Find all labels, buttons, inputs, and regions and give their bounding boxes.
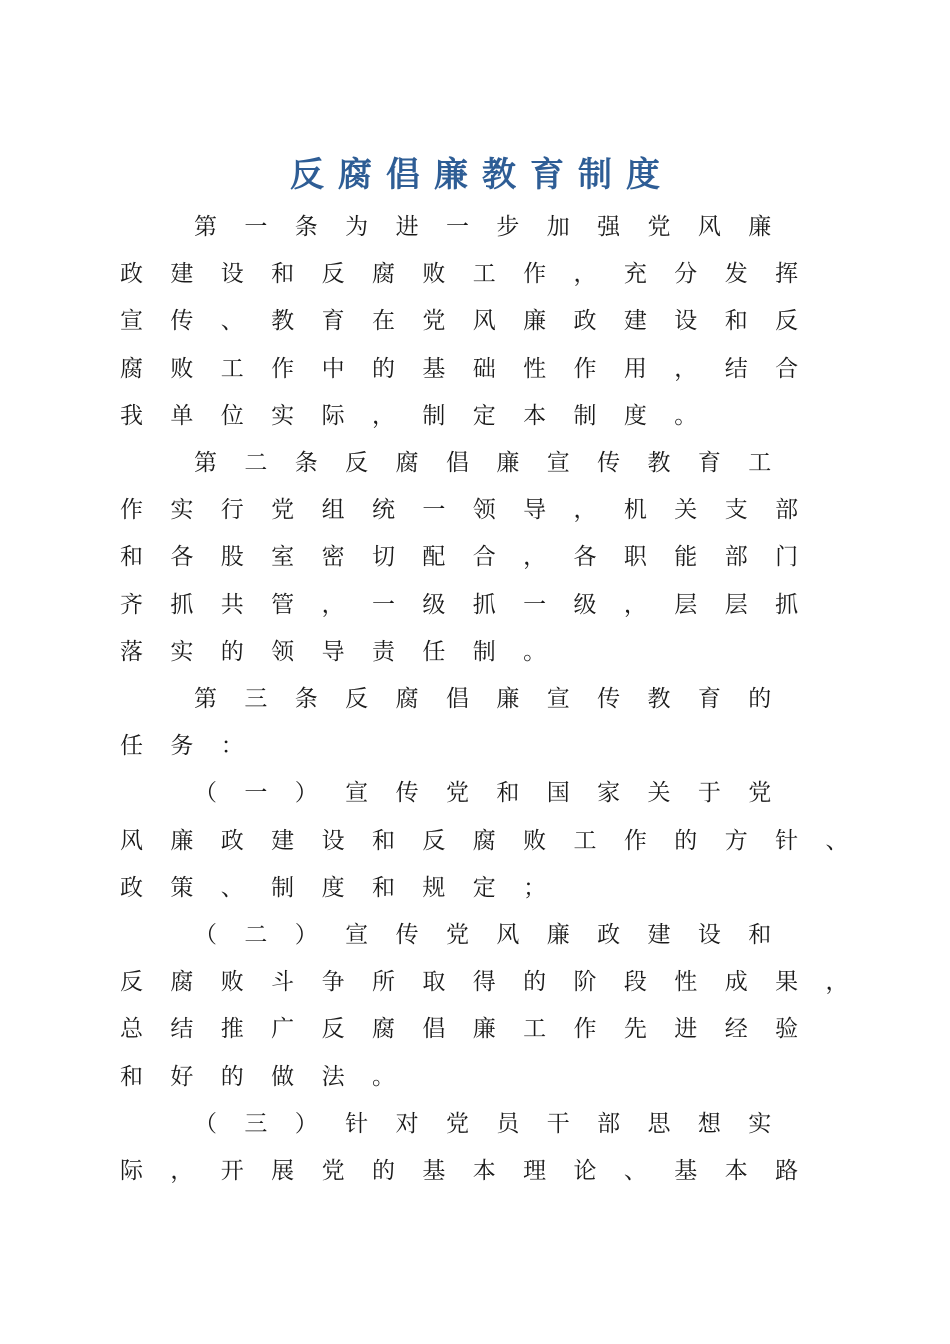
text-line: 政 建 设 和 反 腐 败 工 作 ， 充 分 发 挥 <box>120 261 799 288</box>
text-line: 风 廉 政 建 设 和 反 腐 败 工 作 的 方 针 、 <box>120 827 849 854</box>
text-line: 齐 抓 共 管 ， 一 级 抓 一 级 ， 层 层 抓 <box>120 591 799 618</box>
text-line: 际 ， 开 展 党 的 基 本 理 论 、 基 本 路 <box>120 1158 799 1184</box>
text-line: 反 腐 败 斗 争 所 取 得 的 阶 段 性 成 果 ， <box>120 969 849 996</box>
text-line: 第 三 条 反 腐 倡 廉 宣 传 教 育 的 <box>194 686 772 712</box>
document-title: 反腐倡廉教育制度 <box>290 155 674 195</box>
text-line: 和 好 的 做 法 。 <box>120 1063 395 1090</box>
text-line: 作 实 行 党 组 统 一 领 导 ， 机 关 支 部 <box>120 497 799 524</box>
text-line: （ 一 ） 宣 传 党 和 国 家 关 于 党 <box>194 780 772 807</box>
text-line: （ 三 ） 针 对 党 员 干 部 思 想 实 <box>194 1110 772 1137</box>
text-line: 政 策 、 制 度 和 规 定 ； <box>120 874 547 901</box>
text-line: 腐 败 工 作 中 的 基 础 性 作 用 ， 结 合 <box>120 355 799 382</box>
text-line: 落 实 的 领 导 责 任 制 。 <box>120 638 547 665</box>
text-line: 宣 传 、 教 育 在 党 风 廉 政 建 设 和 反 <box>120 308 799 335</box>
text-line: 任 务 ： <box>120 733 244 760</box>
text-line: （ 二 ） 宣 传 党 风 廉 政 建 设 和 <box>194 922 772 948</box>
text-line: 第 一 条 为 进 一 步 加 强 党 风 廉 <box>194 214 772 240</box>
text-line: 第 二 条 反 腐 倡 廉 宣 传 教 育 工 <box>194 450 772 476</box>
text-line: 我 单 位 实 际 ， 制 定 本 制 度 。 <box>120 402 698 429</box>
text-line: 和 各 股 室 密 切 配 合 ， 各 职 能 部 门 <box>120 544 799 571</box>
text-line: 总 结 推 广 反 腐 倡 廉 工 作 先 进 经 验 <box>120 1016 799 1043</box>
